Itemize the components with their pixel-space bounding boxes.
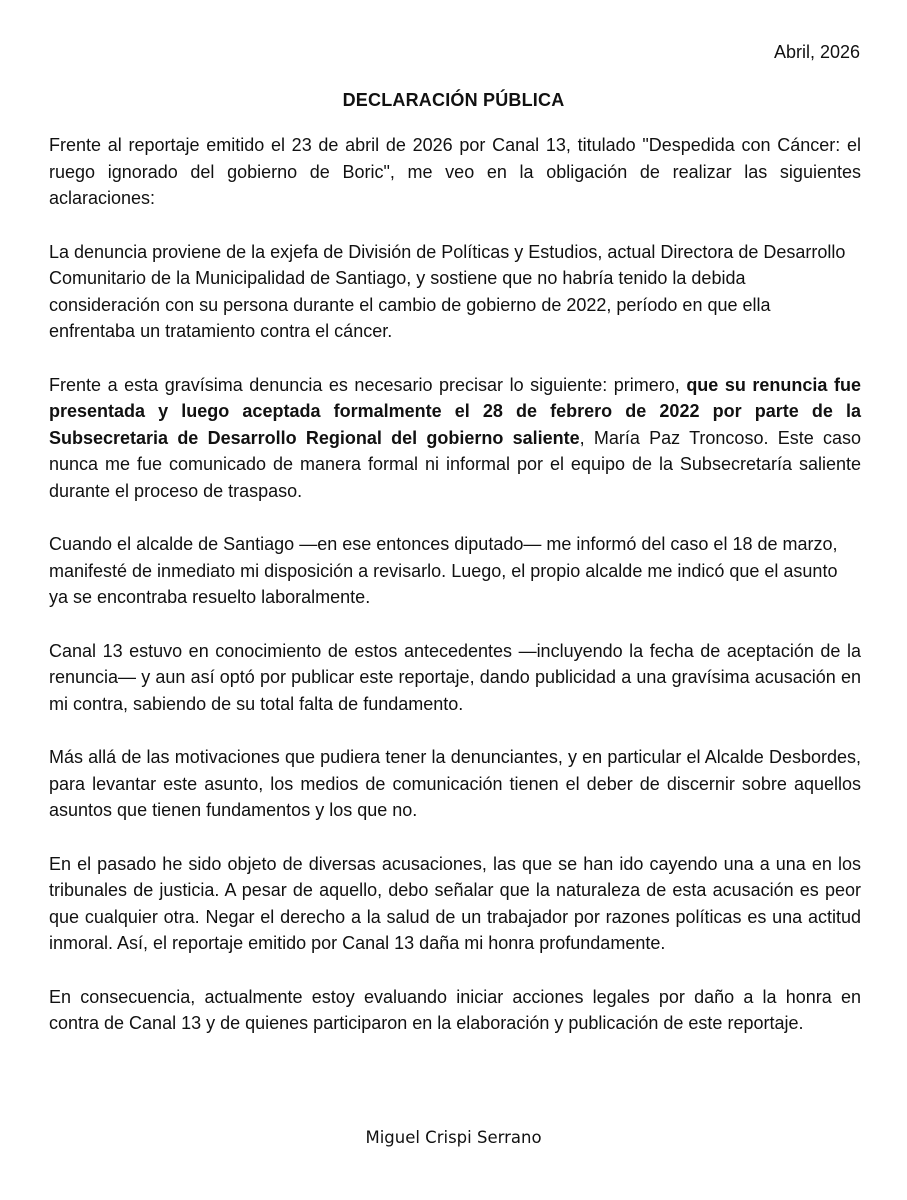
paragraph-clarification xyxy=(49,372,861,505)
paragraph-past: En el pasado he sido objeto de diversas acusaciones, las que se han ido cayendo una a una en los tribunales de justicia. A pesar de aquello, debo señalar que la naturaleza de esta acusación es peor que cualquier otra. Negar el derecho a la salud de un trabajador por razones políticas es una actitud inmoral. Así, el reportaje emitido por Canal 13 daña mi honra profundamente. xyxy=(49,853,861,953)
document-body xyxy=(49,132,861,1064)
paragraph-clarification-lead: Frente a esta gravísima denuncia es necesario precisar lo siguiente: primero, xyxy=(49,374,687,395)
paragraph-motivations: Más allá de las motivaciones que pudiera tener la denunciantes, y en particular el Alcalde Desbordes, para levantar este asunto, los medios de comunicación tienen el deber de discernir sobre aquellos asuntos que tienen fundamentos y los que no. xyxy=(49,747,861,820)
document-title: DECLARACIÓN PÚBLICA xyxy=(342,90,565,110)
paragraph-canal13: Canal 13 estuvo en conocimiento de estos antecedentes —incluyendo la fecha de aceptación de la renuncia— y aun así optó por publicar este reportaje, dando publicidad a una gravísima acusación en mi contra, sabiendo de su total falta de fundamento. xyxy=(49,640,861,714)
document-date: Abril, 2026 xyxy=(773,42,860,62)
paragraph-clarification-tail: , María Paz Troncoso. Este caso nunca me fue comunicado de manera formal ni informal por el equipo de la Subsecretaría saliente durante el proceso de traspaso. xyxy=(49,427,861,501)
paragraph-mayor: Cuando el alcalde de Santiago —en ese entonces diputado— me informó del caso el 18 de marzo, manifesté de inmediato mi disposición a revisarlo. Luego, el propio alcalde me indicó que el asunto ya se encontraba resuelto laboralmente. xyxy=(49,534,838,607)
signature: Miguel Crispi Serrano xyxy=(365,1128,542,1147)
paragraph-clarification-bold: que su renuncia fue presentada y luego aceptada formalmente el 28 de febrero de 2022 por parte de la Subsecretaria de Desarrollo Regional del gobierno saliente xyxy=(49,374,861,448)
paragraph-consequence: En consecuencia, actualmente estoy evaluando iniciar acciones legales por daño a la honra en contra de Canal 13 y de quienes participaron en la elaboración y publicación de este reportaje. xyxy=(49,986,861,1033)
paragraph-intro: Frente al reportaje emitido el 23 de abril de 2026 por Canal 13, titulado "Despedida con Cáncer: el ruego ignorado del gobierno de Boric", me veo en la obligación de realizar las siguientes aclaraciones: xyxy=(49,135,861,208)
paragraph-complaint: La denuncia proviene de la exjefa de División de Políticas y Estudios, actual Directora de Desarrollo Comunitario de la Municipalidad de Santiago, y sostiene que no habría tenido la debida consideración con su persona durante el cambio de gobierno de 2022, período en que ella enfrentaba un tratamiento contra el cáncer. xyxy=(49,241,846,341)
